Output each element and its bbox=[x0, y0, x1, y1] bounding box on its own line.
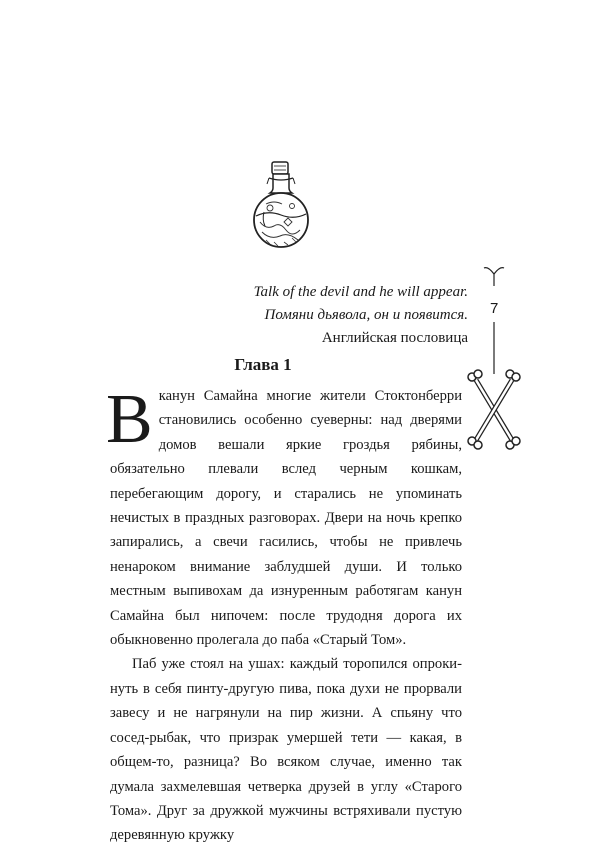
page-number: 7 bbox=[490, 300, 499, 317]
epigraph-english: Talk of the devil and he will appear. bbox=[253, 284, 468, 300]
paragraph-2: Паб уже стоял на ушах: каждый торопился опрокинуть в себя пинту-другую пива, пока духи не прорвали завесу и не нагрянули на пир жизни. А спьяну что сосед-рыбак, что призрак умершей тети — какая, в общем-то, разница? Во всяком случае, именно так думала захмелевшая четверка друзей в углу «Старого Тома». Друг за дружкой мужчины встряхивали пустую деревянную кружку bbox=[110, 656, 462, 844]
chapter-title: Глава 1 bbox=[234, 355, 292, 374]
crossed-bones-ornament bbox=[462, 256, 526, 452]
paragraph-1-text: канун Самайна многие жители Стоктонберри становились особенно суеверны: над дверями домов вешали яркие гроздья рябины, обязательно плевали вслед черным кошкам, перебегающим дорогу, и старались не упоминать нечистых в праздных разговорах. Двери на ночь крепко запирались, а свечи гасились, чтобы не привлечь ненароком внимание заблудшей души. И только местным выпивохам да изнуренным работягам канун Самайна был нипочем: после трудодня дорога их обыкновенно пролегала до паба «Старый Том». bbox=[110, 388, 462, 649]
epigraph bbox=[254, 281, 468, 350]
paragraph-1 bbox=[106, 381, 462, 652]
drop-cap-letter: В bbox=[106, 381, 153, 458]
chapter-body bbox=[106, 381, 462, 848]
potion-bottle-illustration bbox=[248, 160, 314, 252]
epigraph-russian: Помяни дьявола, он и появится. bbox=[264, 307, 468, 323]
epigraph-attribution: Английская пословица bbox=[321, 330, 468, 346]
